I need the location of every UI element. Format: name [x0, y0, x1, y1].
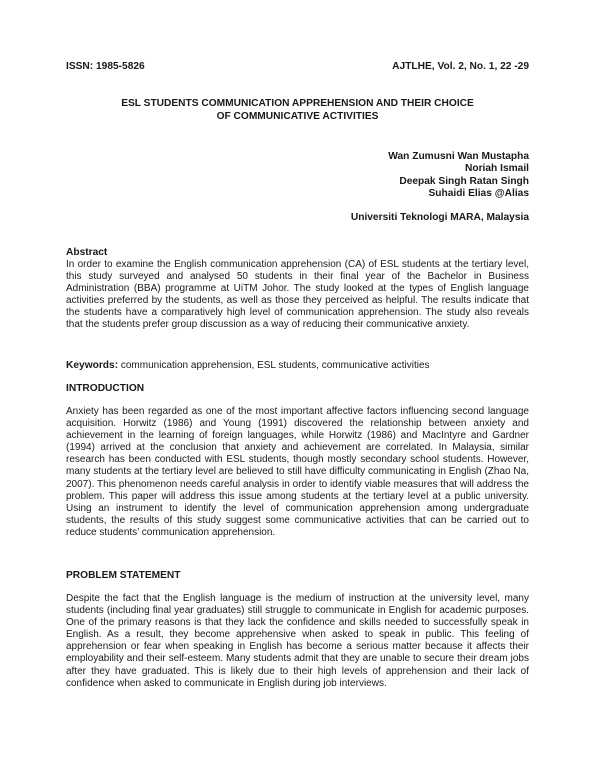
abstract-body: In order to examine the English communication apprehension (CA) of ESL students at the tertiary level, this study surveyed and analysed 50 students in their final year of the Bachelor in Business Administration (BBA) programme at UiTM Johor. The study looked at the types of English language activities preferred by the students, as well as those they perceived as helpful. The results indicate that the students have a comparatively high level of communication apprehension. The study also reveals that the students prefer group discussion as a way of reducing their communicative anxiety. — [66, 259, 529, 331]
problem-statement-body: Despite the fact that the English language is the medium of instruction at the university level, many students (including final year graduates) still struggle to communicate in English for academic purposes. One of the primary reasons is that they lack the confidence and skills needed to successfully speak in English. As a result, they become apprehensive when asked to speak in public. This feeling of apprehension or fear when speaking in English has become a serious matter because it affects their employability and their self-esteem. Many students admit that they are unable to secure their dream jobs after they have graduated. This is likely due to their high levels of apprehension and their lack of confidence when asked to communicate in English during job interviews. — [66, 593, 529, 689]
author: Deepak Singh Ratan Singh — [399, 175, 529, 187]
keywords — [66, 360, 529, 372]
keywords-label: Keywords: — [66, 360, 119, 371]
title-line-1: ESL STUDENTS COMMUNICATION APPREHENSION AND THEIR CHOICE — [121, 98, 474, 109]
affiliation: Universiti Teknologi MARA, Malaysia — [350, 212, 529, 223]
author: Suhaidi Elias @Alias — [428, 187, 529, 199]
author: Wan Zumusni Wan Mustapha — [388, 151, 529, 162]
keywords-text: communication apprehension, ESL students, communicative activities — [118, 360, 430, 371]
author: Noriah Ismail — [465, 163, 529, 175]
journal-citation-header: AJTLHE, Vol. 2, No. 1, 22 -29 — [392, 61, 529, 72]
introduction-heading: INTRODUCTION — [66, 383, 145, 394]
introduction-body: Anxiety has been regarded as one of the most important affective factors influencing second language acquisition. Horwitz (1986) and Young (1991) discovered the relationship between anxiety and achievement in the learning of foreign languages, while Horwitz (1986) and MacIntyre and Gardner (1994) arrived at the conclusion that anxiety and achievement are correlated. In Malaysia, similar research has been conducted with ESL students, though mostly secondary school students. However, many students at the tertiary level are believed to still have difficulty communicating in English (Zhao Na, 2007). This phenomenon needs careful analysis in order to identify viable measures that will address the problem. This paper will address this issue among students at the tertiary level at a public university. Using an instrument to identify the level of communication apprehension among undergraduate students, the results of this study suggest some communicative activities that can be carried out to reduce students’ communication apprehension. — [66, 406, 529, 538]
paper-title — [66, 98, 529, 123]
problem-statement-heading: PROBLEM STATEMENT — [66, 570, 181, 581]
abstract-heading: Abstract — [66, 247, 108, 258]
author-list — [388, 151, 529, 200]
title-line-2: OF COMMUNICATIVE ACTIVITIES — [216, 110, 379, 122]
issn-header: ISSN: 1985-5826 — [66, 61, 145, 72]
